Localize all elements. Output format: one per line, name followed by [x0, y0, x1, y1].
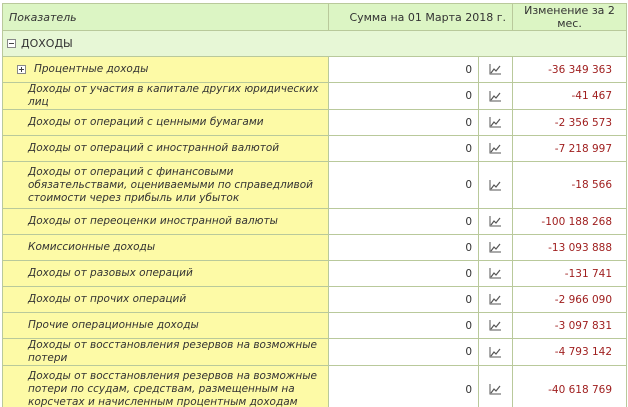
row-value: 0	[329, 83, 479, 110]
row-change: -100 188 268	[513, 209, 627, 235]
row-change: -40 618 769	[513, 366, 627, 407]
table-row[interactable]	[3, 209, 627, 235]
row-value: 0	[329, 162, 479, 209]
row-change: -131 741	[513, 261, 627, 287]
row-change: -2 356 573	[513, 110, 627, 136]
expand-icon[interactable]	[17, 65, 26, 74]
trend-chart-icon[interactable]	[489, 320, 502, 331]
group-cell[interactable]	[3, 31, 627, 57]
table-row[interactable]	[3, 57, 627, 83]
trend-chart-icon[interactable]	[489, 117, 502, 128]
chart-cell[interactable]	[479, 162, 513, 209]
trend-chart-icon[interactable]	[489, 143, 502, 154]
income-table	[2, 3, 627, 407]
row-value: 0	[329, 339, 479, 366]
row-label[interactable]	[3, 57, 329, 83]
group-label: ДОХОДЫ	[21, 37, 73, 50]
row-value: 0	[329, 313, 479, 339]
table-row[interactable]	[3, 261, 627, 287]
row-change: -2 966 090	[513, 287, 627, 313]
row-change: -18 566	[513, 162, 627, 209]
chart-cell[interactable]	[479, 110, 513, 136]
chart-cell[interactable]	[479, 209, 513, 235]
row-change: -41 467	[513, 83, 627, 110]
table-row[interactable]	[3, 83, 627, 110]
row-label[interactable]: Доходы от разовых операций	[3, 261, 329, 287]
table-row[interactable]	[3, 110, 627, 136]
table-row[interactable]	[3, 162, 627, 209]
row-change: -4 793 142	[513, 339, 627, 366]
trend-chart-icon[interactable]	[489, 384, 502, 395]
row-label[interactable]: Доходы от прочих операций	[3, 287, 329, 313]
chart-cell[interactable]	[479, 366, 513, 407]
row-change: -3 097 831	[513, 313, 627, 339]
row-value: 0	[329, 136, 479, 162]
chart-cell[interactable]	[479, 261, 513, 287]
header-sum[interactable]: Сумма на 01 Марта 2018 г.	[329, 4, 513, 31]
chart-cell[interactable]	[479, 235, 513, 261]
row-change: -7 218 997	[513, 136, 627, 162]
row-label[interactable]: Прочие операционные доходы	[3, 313, 329, 339]
trend-chart-icon[interactable]	[489, 294, 502, 305]
table-header	[3, 4, 627, 31]
row-label[interactable]: Доходы от восстановления резервов на возможные потери по ссудам, средствам, размещенным на корсчетах и начисленным процентным доходам	[3, 366, 329, 407]
table-row[interactable]	[3, 235, 627, 261]
trend-chart-icon[interactable]	[489, 268, 502, 279]
row-label[interactable]: Доходы от переоценки иностранной валюты	[3, 209, 329, 235]
row-value: 0	[329, 287, 479, 313]
row-change: -36 349 363	[513, 57, 627, 83]
row-label[interactable]: Доходы от операций с финансовыми обязательствами, оцениваемыми по справедливой стоимости через прибыль или убыток	[3, 162, 329, 209]
collapse-icon[interactable]	[7, 39, 16, 48]
group-row-income[interactable]	[3, 31, 627, 57]
chart-cell[interactable]	[479, 339, 513, 366]
row-label[interactable]: Доходы от восстановления резервов на возможные потери	[3, 339, 329, 366]
trend-chart-icon[interactable]	[489, 180, 502, 191]
trend-chart-icon[interactable]	[489, 242, 502, 253]
chart-cell[interactable]	[479, 136, 513, 162]
trend-chart-icon[interactable]	[489, 216, 502, 227]
row-label[interactable]: Доходы от операций с ценными бумагами	[3, 110, 329, 136]
header-indicator[interactable]: Показатель	[3, 4, 329, 31]
table-row[interactable]	[3, 366, 627, 407]
trend-chart-icon[interactable]	[489, 347, 502, 358]
row-label[interactable]: Доходы от операций с иностранной валютой	[3, 136, 329, 162]
row-value: 0	[329, 209, 479, 235]
table-row[interactable]	[3, 287, 627, 313]
row-value: 0	[329, 261, 479, 287]
row-label-text: Процентные доходы	[34, 63, 149, 75]
row-value: 0	[329, 366, 479, 407]
chart-cell[interactable]	[479, 287, 513, 313]
table-row[interactable]	[3, 136, 627, 162]
chart-cell[interactable]	[479, 57, 513, 83]
row-label[interactable]: Доходы от участия в капитале других юридических лиц	[3, 83, 329, 110]
row-change: -13 093 888	[513, 235, 627, 261]
trend-chart-icon[interactable]	[489, 91, 502, 102]
trend-chart-icon[interactable]	[489, 64, 502, 75]
header-change[interactable]: Изменение за 2 мес.	[513, 4, 627, 31]
row-value: 0	[329, 110, 479, 136]
row-label[interactable]: Комиссионные доходы	[3, 235, 329, 261]
row-value: 0	[329, 235, 479, 261]
table-row[interactable]	[3, 339, 627, 366]
chart-cell[interactable]	[479, 83, 513, 110]
table-row[interactable]	[3, 313, 627, 339]
row-value: 0	[329, 57, 479, 83]
chart-cell[interactable]	[479, 313, 513, 339]
